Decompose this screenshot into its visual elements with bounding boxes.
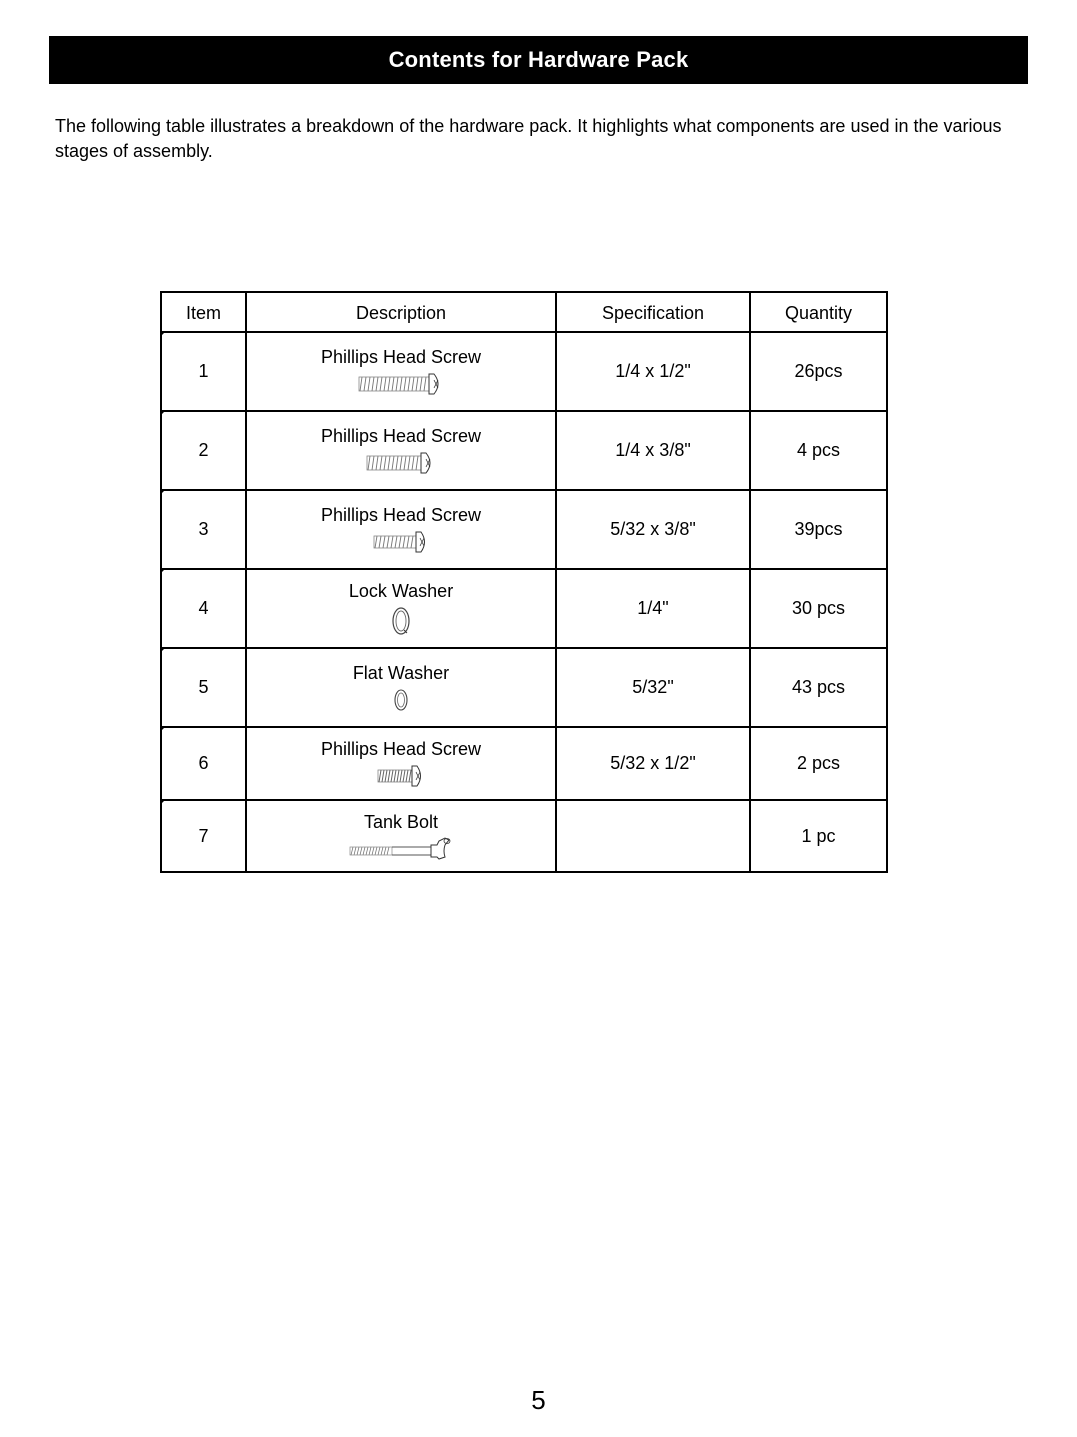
item-number: 3 xyxy=(198,519,209,539)
phillips-screw-medium-icon xyxy=(366,451,436,475)
item-number-cell xyxy=(161,411,246,490)
page-title: Contents for Hardware Pack xyxy=(49,36,1028,84)
description-cell xyxy=(246,332,556,411)
item-number-cell xyxy=(161,648,246,727)
specification-cell: 1/4 x 1/2" xyxy=(556,332,750,411)
description-label: Phillips Head Screw xyxy=(320,505,482,525)
intro-paragraph: The following table illustrates a breakdown of the hardware pack. It highlights what components are used in the various stages of assembly. xyxy=(55,116,1002,161)
table-header-row xyxy=(161,292,887,332)
item-number-cell xyxy=(161,727,246,800)
item-number: 6 xyxy=(198,753,209,773)
quantity-cell: 1 pc xyxy=(750,800,887,872)
item-number: 1 xyxy=(198,361,209,381)
hardware-table xyxy=(160,291,888,873)
specification-cell: 1/4 x 3/8" xyxy=(556,411,750,490)
header-description: Description xyxy=(246,292,556,332)
header-item: Item xyxy=(161,292,246,332)
description-cell xyxy=(246,648,556,727)
phillips-screw-long-icon xyxy=(358,372,444,396)
phillips-screw-small-icon xyxy=(373,530,429,554)
tank-bolt-icon xyxy=(349,837,453,861)
quantity-cell: 43 pcs xyxy=(750,648,887,727)
table-row xyxy=(161,648,887,727)
specification-cell: 1/4" xyxy=(556,569,750,648)
specification-cell: 5/32" xyxy=(556,648,750,727)
item-number-cell xyxy=(161,332,246,411)
header-quantity: Quantity xyxy=(750,292,887,332)
phillips-screw-short-icon xyxy=(377,764,425,788)
description-label: Lock Washer xyxy=(348,581,454,601)
table-row xyxy=(161,727,887,800)
quantity-cell: 39pcs xyxy=(750,490,887,569)
description-label: Flat Washer xyxy=(352,663,450,683)
description-cell xyxy=(246,411,556,490)
table-row xyxy=(161,490,887,569)
item-number: 5 xyxy=(198,677,209,697)
description-label: Phillips Head Screw xyxy=(320,426,482,446)
table-row xyxy=(161,800,887,872)
description-label: Phillips Head Screw xyxy=(320,739,482,759)
quantity-cell: 4 pcs xyxy=(750,411,887,490)
description-cell xyxy=(246,727,556,800)
item-number: 4 xyxy=(198,598,209,618)
page-number: 5 xyxy=(531,1385,546,1415)
description-label: Phillips Head Screw xyxy=(320,347,482,367)
item-number-cell xyxy=(161,490,246,569)
header-specification: Specification xyxy=(556,292,750,332)
table-row xyxy=(161,569,887,648)
specification-cell: 5/32 x 3/8" xyxy=(556,490,750,569)
table-row xyxy=(161,332,887,411)
quantity-cell: 2 pcs xyxy=(750,727,887,800)
specification-cell xyxy=(556,800,750,872)
description-cell xyxy=(246,800,556,872)
quantity-cell: 30 pcs xyxy=(750,569,887,648)
table-row xyxy=(161,411,887,490)
item-number-cell xyxy=(161,569,246,648)
item-number: 7 xyxy=(198,825,209,846)
quantity-cell: 26pcs xyxy=(750,332,887,411)
description-cell xyxy=(246,490,556,569)
description-cell xyxy=(246,569,556,648)
item-number: 2 xyxy=(198,440,209,460)
specification-cell: 5/32 x 1/2" xyxy=(556,727,750,800)
flat-washer-icon xyxy=(393,688,409,712)
lock-washer-icon xyxy=(391,606,411,636)
item-number-cell xyxy=(161,800,246,872)
description-label: Tank Bolt xyxy=(363,811,439,832)
